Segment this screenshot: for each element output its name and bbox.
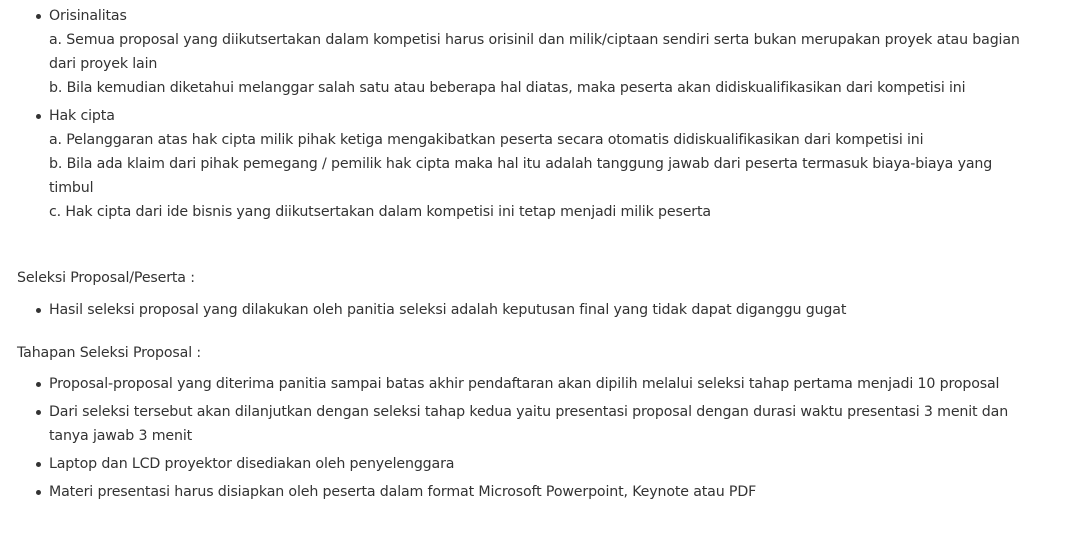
originality-point-b: b. Bila kemudian diketahui melanggar salah satu atau beberapa hal diatas, maka peserta akan didiskualifikasikan dari kompetisi ini: [49, 80, 966, 96]
rules-list: [0, 4, 1039, 228]
selection-heading: Seleksi Proposal/Peserta :: [17, 270, 195, 286]
copyright-point-b: b. Bila ada klaim dari pihak pemegang / pemilik hak cipta maka hal itu adalah tanggung jawab dari peserta termasuk biaya-biaya yang timbul: [49, 156, 993, 196]
originality-point-a: a. Semua proposal yang diikutsertakan dalam kompetisi harus orisinil dan milik/ciptaan sendiri serta bukan merupakan proyek atau bagian dari proyek lain: [49, 32, 1020, 72]
selection-list: [0, 298, 1039, 326]
copyright-title: Hak cipta: [49, 108, 115, 124]
originality-title: Orisinalitas: [49, 8, 127, 24]
list-item: Dari seleksi tersebut akan dilanjutkan dengan seleksi tahap kedua yaitu presentasi proposal dengan durasi waktu presentasi 3 menit dan tanya jawab 3 menit: [0, 400, 1039, 448]
list-item-originality: [0, 4, 1039, 100]
stages-list: [0, 372, 1039, 508]
list-item: Proposal-proposal yang diterima panitia sampai batas akhir pendaftaran akan dipilih melalui seleksi tahap pertama menjadi 10 proposal: [0, 372, 1039, 396]
copyright-point-c: c. Hak cipta dari ide bisnis yang diikutsertakan dalam kompetisi ini tetap menjadi milik peserta: [49, 204, 711, 220]
list-item: Laptop dan LCD proyektor disediakan oleh penyelenggara: [0, 452, 1039, 476]
list-item: Hasil seleksi proposal yang dilakukan oleh panitia seleksi adalah keputusan final yang tidak dapat diganggu gugat: [0, 298, 1039, 322]
list-item: Materi presentasi harus disiapkan oleh peserta dalam format Microsoft Powerpoint, Keynote atau PDF: [0, 480, 1039, 504]
list-item-copyright: [0, 104, 1039, 224]
stages-heading: Tahapan Seleksi Proposal :: [17, 345, 201, 361]
copyright-point-a: a. Pelanggaran atas hak cipta milik pihak ketiga mengakibatkan peserta secara otomatis didiskualifikasikan dari kompetisi ini: [49, 132, 924, 148]
